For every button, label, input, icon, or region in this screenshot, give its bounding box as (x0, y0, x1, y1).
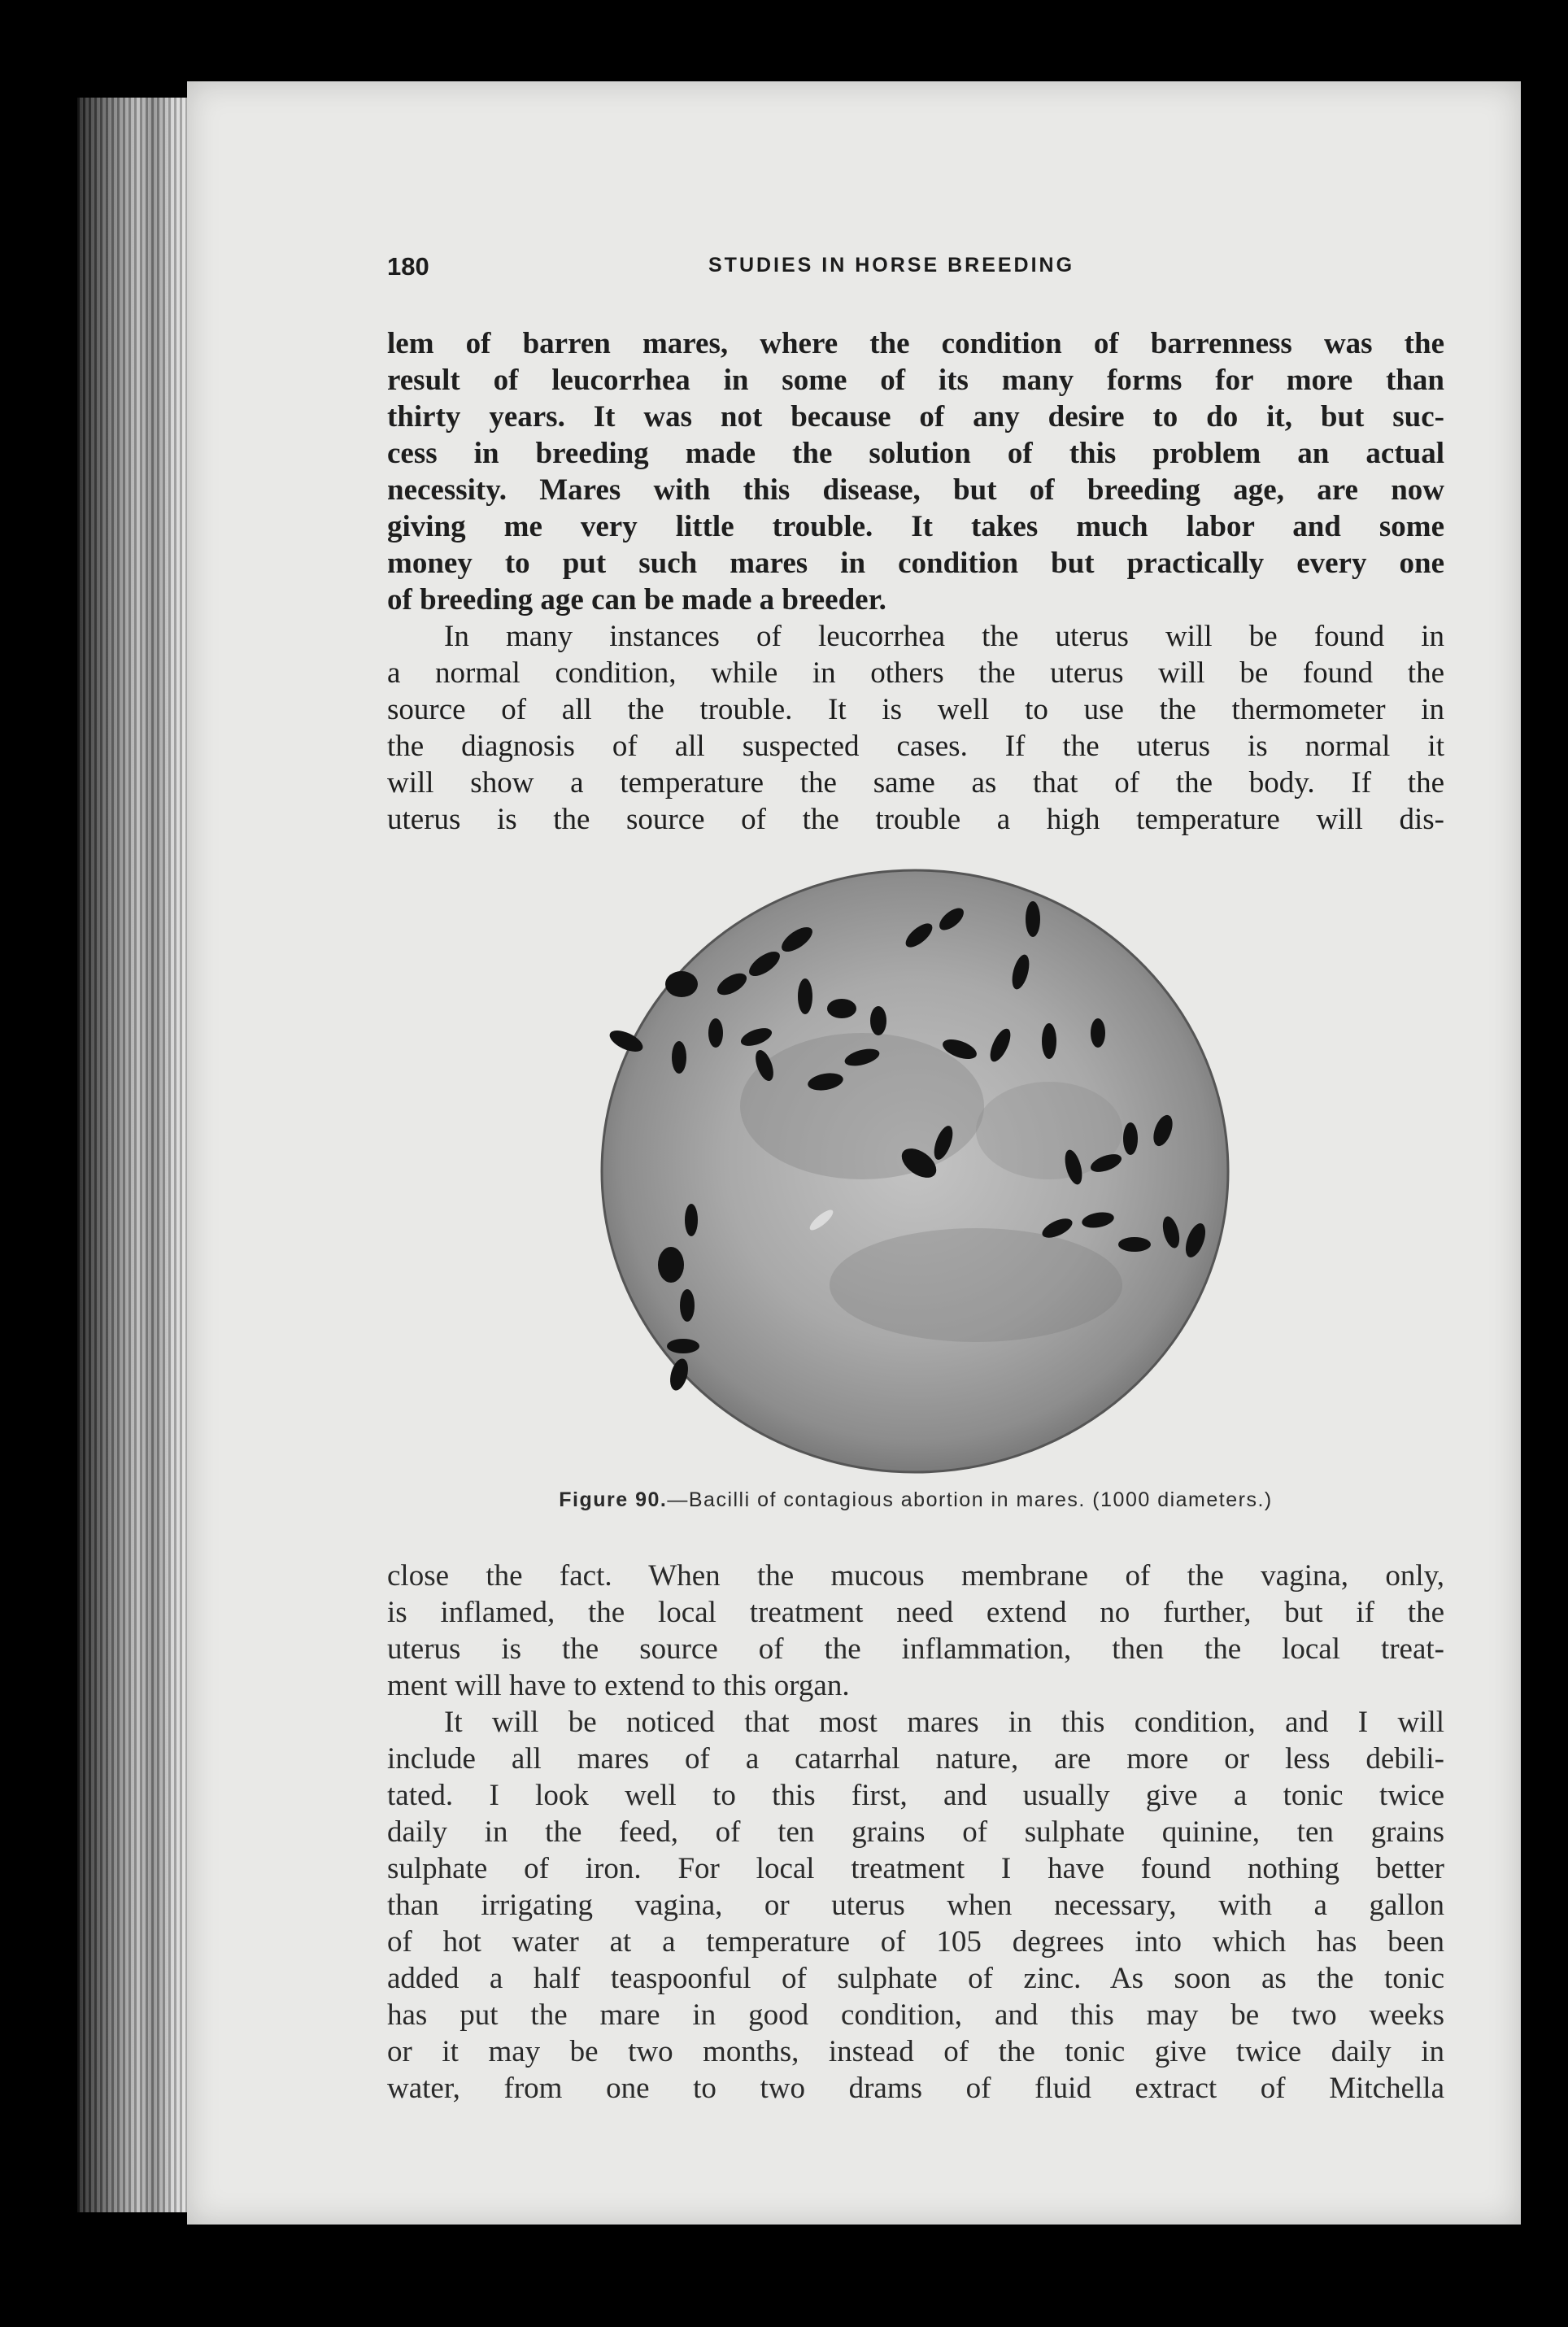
text-line: source of all the trouble. It is well to use the thermometer in (387, 693, 1444, 726)
page-number: 180 (387, 252, 429, 281)
text-line: lem of barren mares, where the condition of barrenness was the (387, 327, 1444, 360)
text-line: result of leucorrhea in some of its many forms for more than (387, 364, 1444, 397)
figure-bacilli-micrograph (594, 862, 1244, 1480)
book-page-edges (77, 98, 199, 2212)
text-line: sulphate of iron. For local treatment I have found nothing better (387, 1852, 1444, 1885)
text-line: It will be noticed that most mares in this condition, and I will (444, 1706, 1444, 1739)
text-line: thirty years. It was not because of any desire to do it, but suc- (387, 400, 1444, 434)
text-line: uterus is the source of the inflammation, then the local treat- (387, 1632, 1444, 1666)
text-line: include all mares of a catarrhal nature, are more or less debili- (387, 1742, 1444, 1776)
text-line: added a half teaspoonful of sulphate of zinc. As soon as the tonic (387, 1962, 1444, 1995)
paragraph-treatment (387, 1704, 1444, 2107)
text-line: of breeding age can be made a breeder. (387, 583, 886, 617)
text-line: tated. I look well to this first, and usually give a tonic twice (387, 1779, 1444, 1812)
paragraph-leucorrhea (387, 618, 1444, 838)
text-line: than irrigating vagina, or uterus when necessary, with a gallon (387, 1889, 1444, 1922)
figure-caption-text: —Bacilli of contagious abortion in mares. (1000 diameters.) (667, 1488, 1273, 1511)
text-line: daily in the feed, of ten grains of sulphate quinine, ten grains (387, 1815, 1444, 1849)
text-line: uterus is the source of the trouble a high temperature will dis- (387, 803, 1444, 836)
text-block-top (387, 325, 1444, 838)
text-line: In many instances of leucorrhea the uterus will be found in (444, 620, 1444, 653)
figure-caption (387, 1488, 1444, 1512)
text-line: the diagnosis of all suspected cases. If the uterus is normal it (387, 730, 1444, 763)
text-line: money to put such mares in condition but practically every one (387, 547, 1444, 580)
text-line: is inflamed, the local treatment need extend no further, but if the (387, 1596, 1444, 1629)
paragraph-continued (387, 325, 1444, 618)
text-line: necessity. Mares with this disease, but of breeding age, are now (387, 473, 1444, 507)
paragraph-continued-after-figure (387, 1558, 1444, 1704)
text-line: or it may be two months, instead of the tonic give twice daily in (387, 2035, 1444, 2068)
text-line: will show a temperature the same as that of the body. If the (387, 766, 1444, 800)
text-line: close the fact. When the mucous membrane of the vagina, only, (387, 1559, 1444, 1593)
text-line: ment will have to extend to this organ. (387, 1669, 850, 1702)
text-line: giving me very little trouble. It takes much labor and some (387, 510, 1444, 543)
text-line: a normal condition, while in others the uterus will be found the (387, 656, 1444, 690)
running-head: STUDIES IN HORSE BREEDING (708, 254, 1075, 277)
figure-label: Figure 90. (559, 1488, 668, 1511)
text-line: has put the mare in good condition, and this may be two weeks (387, 1998, 1444, 2032)
page-header (387, 252, 1444, 285)
micrograph-image (594, 862, 1244, 1480)
text-line: of hot water at a temperature of 105 degrees into which has been (387, 1925, 1444, 1959)
text-line: water, from one to two drams of fluid extract of Mitchella (387, 2072, 1444, 2105)
text-block-bottom (387, 1558, 1444, 2107)
text-line: cess in breeding made the solution of this problem an actual (387, 437, 1444, 470)
